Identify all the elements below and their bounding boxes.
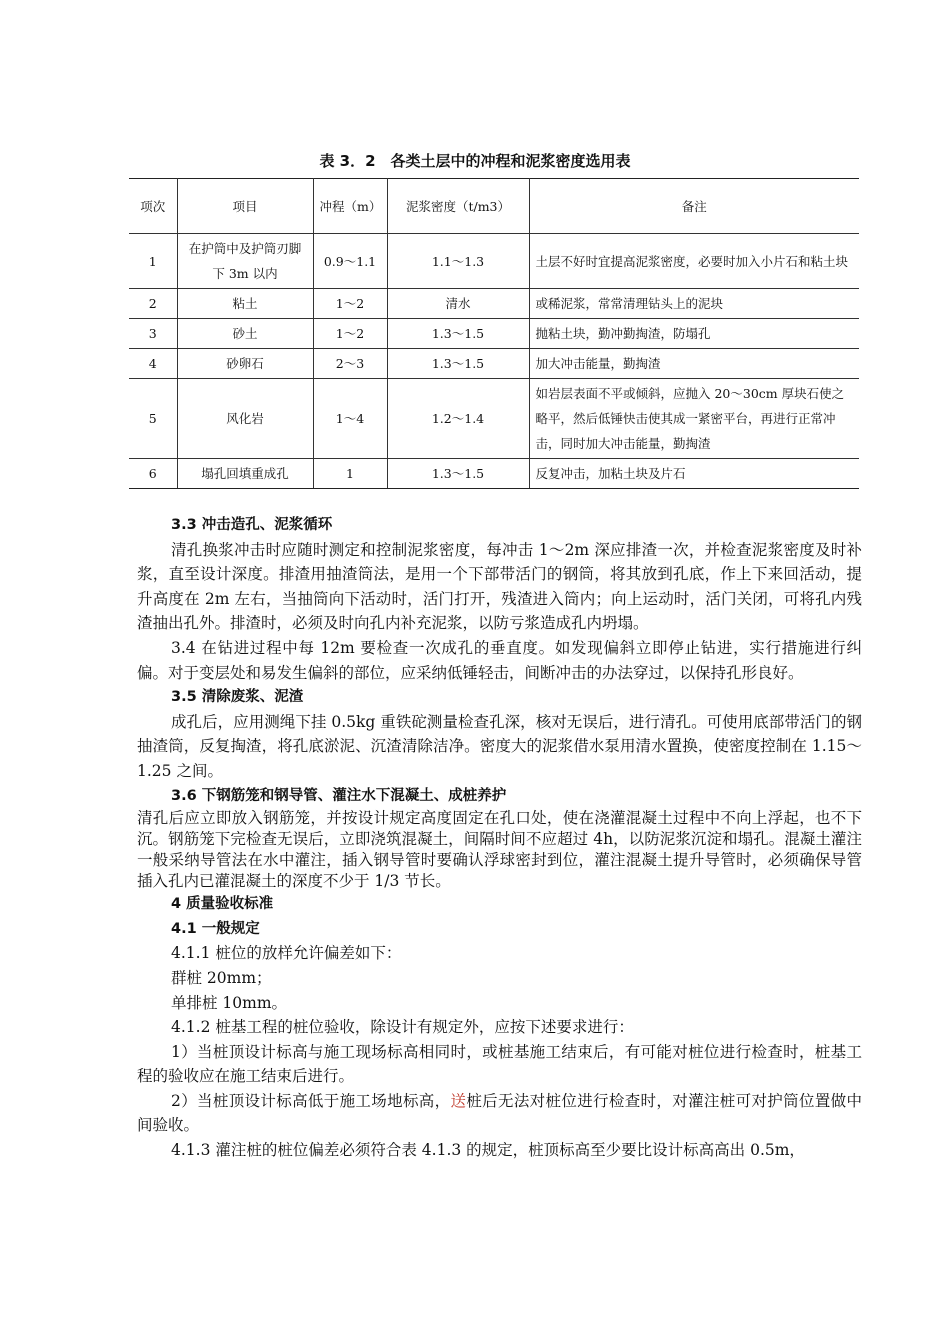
cell-remarks: 如岩层表面不平或倾斜，应抛入 20～30cm 厚块石使之略平，然后低锤快击使其成一紧密平台，再进行正常冲击，同时加大冲击能量，勤掏渣: [529, 379, 859, 459]
cell-remarks: 土层不好时宜提高泥浆密度，必要时加入小片石和粘土块: [529, 234, 859, 289]
cell-density: 1.1～1.3: [387, 234, 529, 289]
cell-remarks: 加大冲击能量，勤掏渣: [529, 349, 859, 379]
header-remarks: 备注: [529, 179, 859, 234]
paragraph-3-6: 清孔后应立即放入钢筋笼，并按设计规定高度固定在孔口处，使在浇灌混凝土过程中不向上浮起，也不下沉。钢筋笼下完检查无误后，立即浇筑混凝土，间隔时间不应超过 4h，以防泥浆沉淀和塌孔。混凝土灌注一般采纳导管法在水中灌注，插入钢导管时要确认浮球密封到位，灌注混凝土提升导管时，必须确保导管插入孔内已灌混凝土的深度不少于 1/3 节长。: [137, 809, 862, 891]
cell-remarks: 反复冲击，加粘土块及片石: [529, 459, 859, 489]
cell-index: 4: [129, 349, 177, 379]
cell-remarks: 抛粘土块，勤冲勤掏渣，防塌孔: [529, 319, 859, 349]
cell-index: 1: [129, 234, 177, 289]
table-row: [129, 379, 859, 459]
paragraph-3-5: 成孔后，应用测绳下挂 0.5kg 重铁砣测量检查孔深，核对无误后，进行清孔。可使用底部带活门的钢抽渣筒，反复掏渣，将孔底淤泥、沉渣清除洁净。密度大的泥浆借水泵用清水置换，使密度控制在 1.15～1.25 之间。: [137, 712, 862, 780]
table-row: [129, 319, 859, 349]
cell-item: 砂卵石: [177, 349, 313, 379]
cell-stroke: 1～2: [313, 319, 387, 349]
heading-3-5: 3.5 清除废浆、泥渣: [171, 689, 304, 706]
heading-4: 4 质量验收标准: [171, 896, 274, 913]
table-caption: 表 3．2 各类土层中的冲程和泥浆密度选用表: [319, 152, 631, 170]
cell-item: 粘土: [177, 289, 313, 319]
table-row: [129, 459, 859, 489]
cell-stroke: 1: [313, 459, 387, 489]
text-segment: 桩后无法对桩位进行检查时，对灌注桩可对护筒位置做中间验收。: [137, 1091, 862, 1135]
highlighted-text: 送: [450, 1091, 467, 1110]
header-density: 泥浆密度（t/m3）: [387, 179, 529, 234]
table-header-row: [129, 179, 859, 234]
cell-density: 1.3～1.5: [387, 459, 529, 489]
heading-3-6: 3.6 下钢筋笼和钢导管、灌注水下混凝土、成桩养护: [171, 787, 507, 804]
cell-index: 2: [129, 289, 177, 319]
cell-item: 在护筒中及护筒刃脚下 3m 以内: [177, 234, 313, 289]
heading-4-1: 4.1 一般规定: [171, 920, 260, 937]
cell-density: 1.3～1.5: [387, 319, 529, 349]
header-item: 项目: [177, 179, 313, 234]
paragraph-3-4: 3.4 在钻进过程中每 12m 要检查一次成孔的垂直度。如发现偏斜立即停止钻进，实行措施进行纠偏。对于变层处和易发生偏斜的部位，应采纳低锤轻击，间断冲击的办法穿过，以保持孔形良好。: [137, 638, 862, 682]
paragraph-4-1-2-item-1: 1）当桩顶设计标高与施工现场标高相同时，或桩基施工结束后，有可能对桩位进行检查时，桩基工程的验收应在施工结束后进行。: [137, 1042, 862, 1086]
paragraph-3-3: 清孔换浆冲击时应随时测定和控制泥浆密度，每冲击 1～2m 深应排渣一次，并检查泥浆密度及时补浆，直至设计深度。排渣用抽渣筒法，是用一个下部带活门的钢筒，将其放到孔底，作上下来回活动，提升高度在 2m 左右，当抽筒向下活动时，活门打开，残渣进入筒内；向上运动时，活门关闭，可将孔内残渣抽出孔外。排渣时，必须及时向孔内补充泥浆，以防亏浆造成孔内坍塌。: [137, 540, 862, 633]
cell-remarks: 或稀泥浆，常常清理钻头上的泥块: [529, 289, 859, 319]
paragraph-4-1-2-item-2: [137, 1089, 862, 1138]
header-index: 项次: [129, 179, 177, 234]
cell-item: 砂土: [177, 319, 313, 349]
paragraph-4-1-2: 4.1.2 桩基工程的桩位验收，除设计有规定外，应按下述要求进行：: [171, 1018, 634, 1037]
cell-index: 3: [129, 319, 177, 349]
cell-item: 风化岩: [177, 379, 313, 459]
body-text: [137, 513, 862, 1163]
cell-stroke: 1～2: [313, 289, 387, 319]
paragraph-single-pile: 单排桩 10mm。: [171, 993, 288, 1012]
cell-index: 6: [129, 459, 177, 489]
table-row: [129, 289, 859, 319]
cell-item: 塌孔回填重成孔: [177, 459, 313, 489]
paragraph-4-1-1: 4.1.1 桩位的放样允许偏差如下：: [171, 944, 402, 963]
stroke-density-table: [129, 178, 859, 489]
cell-stroke: 0.9～1.1: [313, 234, 387, 289]
header-stroke: 冲程（m）: [313, 179, 387, 234]
table-row: [129, 349, 859, 379]
text-segment: 2）当桩顶设计标高低于施工场地标高，: [171, 1091, 451, 1110]
paragraph-4-1-3: 4.1.3 灌注桩的桩位偏差必须符合表 4.1.3 的规定，桩顶标高至少要比设计标高高出 0.5m，: [171, 1141, 805, 1160]
table-row: [129, 234, 859, 289]
cell-stroke: 2～3: [313, 349, 387, 379]
cell-density: 清水: [387, 289, 529, 319]
paragraph-group-pile: 群桩 20mm；: [171, 968, 272, 987]
cell-density: 1.3～1.5: [387, 349, 529, 379]
cell-stroke: 1～4: [313, 379, 387, 459]
heading-3-3: 3.3 冲击造孔、泥浆循环: [171, 517, 333, 533]
cell-density: 1.2～1.4: [387, 379, 529, 459]
cell-index: 5: [129, 379, 177, 459]
